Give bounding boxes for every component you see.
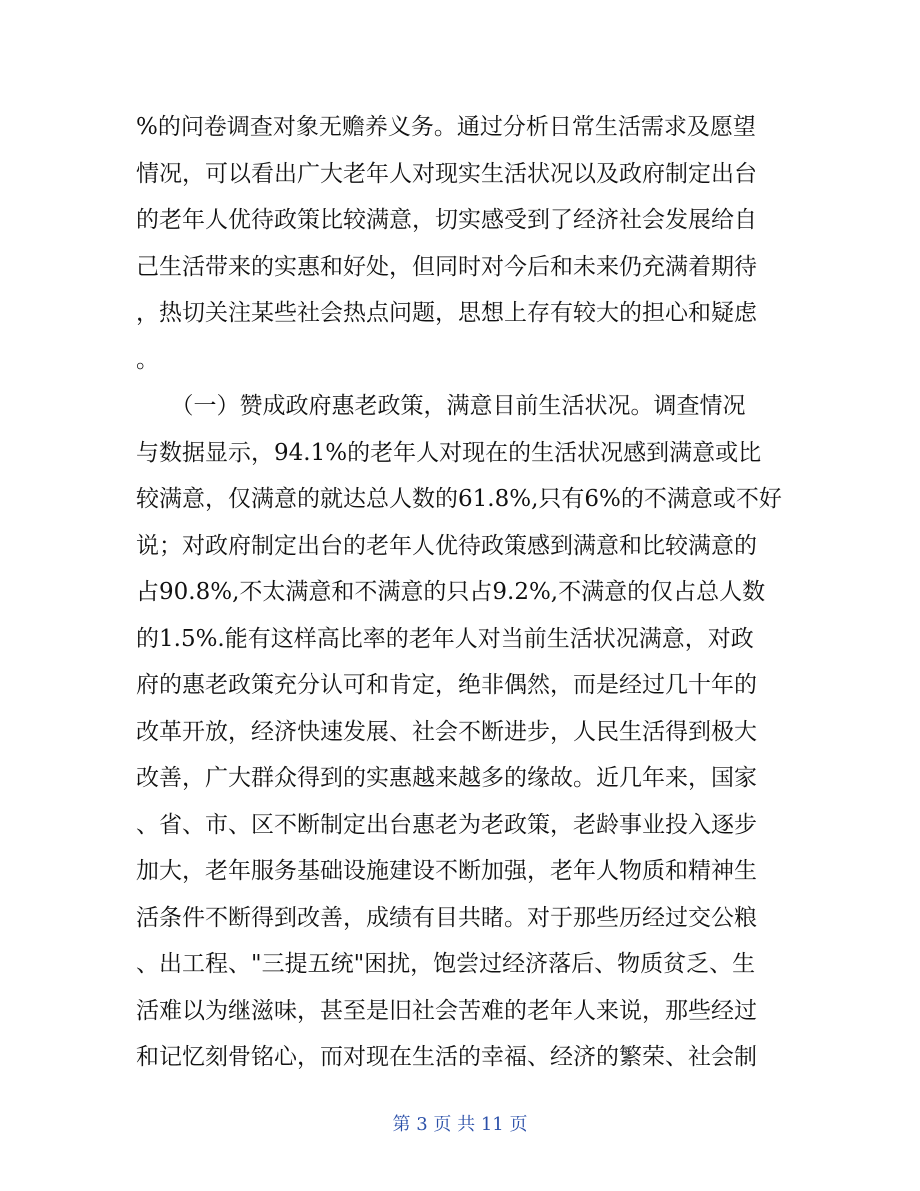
text-line: 较满意，仅满意的就达总人数的61.8%,只有6%的不满意或不好 [136, 486, 782, 512]
text-line: %的问卷调查对象无赡养义务。通过分析日常生活需求及愿望 [136, 114, 756, 140]
page-footer: 第 3 页 共 11 页 [392, 1114, 528, 1135]
text-line: 加大，老年服务基础设施建设不断加强，老年人物质和精神生 [136, 858, 757, 884]
text-line: 改革开放，经济快速发展、社会不断进步，人民生活得到极大 [136, 718, 757, 745]
text-line: 、省、市、区不断制定出台惠老为老政策，老龄事业投入逐步 [136, 811, 757, 838]
text-line: 情况，可以看出广大老年人对现实生活状况以及政府制定出台 [136, 160, 757, 187]
text-line: 改善，广大群众得到的实惠越来越多的缘故。近几年来，国家 [136, 765, 757, 791]
text-line: 己生活带来的实惠和好处，但同时对今后和未来仍充满着期待 [136, 253, 757, 280]
text-line: 。 [136, 346, 159, 373]
text-line: 的老年人优待政策比较满意，切实感受到了经济社会发展给自 [136, 207, 757, 233]
text-line: 、出工程、"三提五统"困扰，饱尝过经济落后、物质贫乏、生 [136, 951, 756, 977]
text-line: 与数据显示，94.1%的老年人对现在的生活状况感到满意或比 [136, 439, 762, 466]
text-line: 的1.5%.能有这样高比率的老年人对当前生活状况满意，对政 [136, 625, 754, 652]
text-line: 说；对政府制定出台的老年人优待政策感到满意和比较满意的 [136, 532, 757, 559]
text-line: 占90.8%,不太满意和不满意的只占9.2%,不满意的仅占总人数 [136, 579, 766, 605]
text-line: （一）赞成政府惠老政策，满意目前生活状况。调查情况 [136, 393, 746, 419]
text-line: ，热切关注某些社会热点问题，思想上存有较大的担心和疑虑 [136, 300, 757, 326]
text-line: 府的惠老政策充分认可和肯定，绝非偶然，而是经过几十年的 [136, 672, 757, 698]
text-line: 活条件不断得到改善，成绩有目共睹。对于那些历经过交公粮 [136, 904, 757, 931]
body-text [136, 104, 786, 1081]
text-line: 活难以为继滋味，甚至是旧社会苦难的老年人来说，那些经过 [136, 997, 757, 1024]
text-line: 和记忆刻骨铭心，而对现在生活的幸福、经济的繁荣、社会制 [136, 1044, 757, 1070]
